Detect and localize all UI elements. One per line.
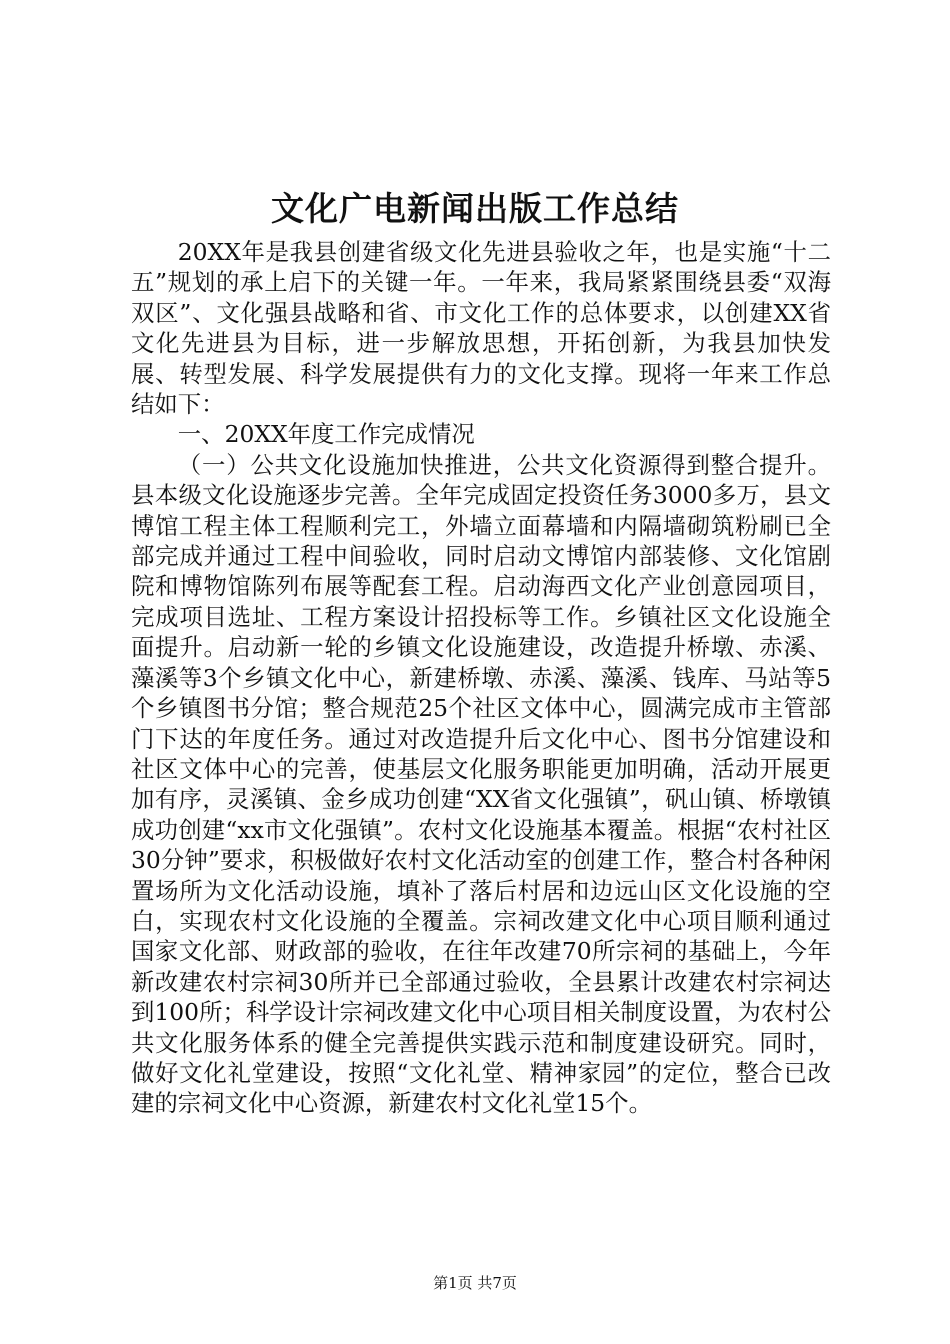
intro-paragraph: 20XX年是我县创建省级文化先进县验收之年，也是实施“十二五”规划的承上启下的关键一年。一年来，我局紧紧围绕县委“双海双区”、文化强县战略和省、市文化工作的总体要求，以创建XX省文化先进县为目标，进一步解放思想，开拓创新，为我县加快发展、转型发展、科学发展提供有力的文化支撑。现将一年来工作总结如下： (131, 238, 831, 419)
document-title: 文化广电新闻出版工作总结 (271, 189, 679, 228)
section-heading: 一、20XX年度工作完成情况 (177, 420, 475, 449)
page-number: 第1页 共7页 (433, 1274, 517, 1292)
body-paragraph: （一）公共文化设施加快推进，公共文化资源得到整合提升。县本级文化设施逐步完善。全年完成固定投资任务3000多万，县文博馆工程主体工程顺利完工，外墙立面幕墙和内隔墙砌筑粉刷已全部完成并通过工程中间验收，同时启动文博馆内部装修、文化馆剧院和博物馆陈列布展等配套工程。启动海西文化产业创意园项目，完成项目选址、工程方案设计招投标等工作。乡镇社区文化设施全面提升。启动新一轮的乡镇文化设施建设，改造提升桥墩、赤溪、藻溪等3个乡镇文化中心，新建桥墩、赤溪、藻溪、钱库、马站等5个乡镇图书分馆；整合规范25个社区文体中心，圆满完成市主管部门下达的年度任务。通过对改造提升后文化中心、图书分馆建设和社区文体中心的完善，使基层文化服务职能更加明确，活动开展更加有序，灵溪镇、金乡成功创建“XX省文化强镇”，矾山镇、桥墩镇成功创建“xx市文化强镇”。农村文化设施基本覆盖。根据“农村社区30分钟”要求，积极做好农村文化活动室的创建工作，整合村各种闲置场所为文化活动设施，填补了落后村居和边远山区文化设施的空白，实现农村文化设施的全覆盖。宗祠改建文化中心项目顺利通过国家文化部、财政部的验收，在往年改建70所宗祠的基础上，今年新改建农村宗祠30所并已全部通过验收，全县累计改建农村宗祠达到100所；科学设计宗祠改建文化中心项目相关制度设置，为农村公共文化服务体系的健全完善提供实践示范和制度建设研究。同时，做好文化礼堂建设，按照“文化礼堂、精神家园”的定位，整合已改建的宗祠文化中心资源，新建农村文化礼堂15个。 (131, 450, 831, 1118)
document-body (131, 237, 831, 1119)
